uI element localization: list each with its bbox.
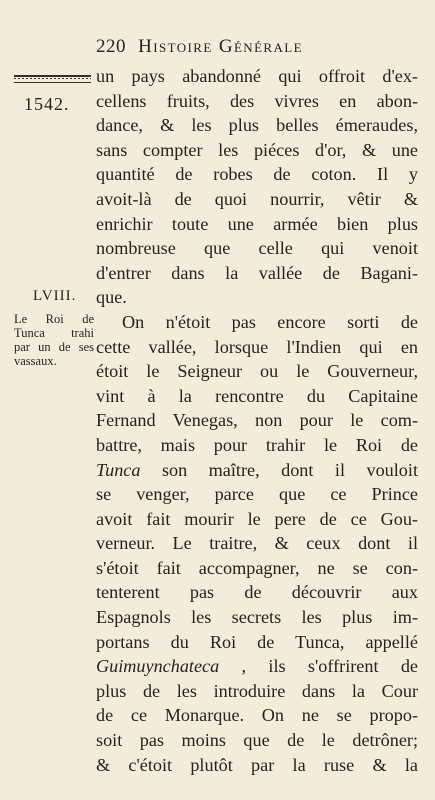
text-line-with-italic xyxy=(96,458,418,483)
text-line-rest: son maître, dont il vouloit xyxy=(161,459,418,480)
text-line: cellens fruits, des vivres en abon- xyxy=(96,90,418,111)
text-line: battre, mais pour trahir le Roi de xyxy=(96,434,418,455)
text-line: tenterent pas de découvrir aux xyxy=(96,582,418,603)
text-line: portans du Roi de Tunca, appellé xyxy=(96,631,418,652)
running-title: Histoire Générale xyxy=(138,36,303,57)
text-line: de ce Monarque. On ne se propo- xyxy=(96,705,418,726)
body-text xyxy=(96,64,418,777)
margin-note xyxy=(14,312,94,368)
text-line: verneur. Le traitre, & ceux dont il xyxy=(96,533,418,554)
italic-place-name: Tunca xyxy=(96,459,141,480)
text-line: Espagnols les secrets les plus im- xyxy=(96,607,418,628)
text-line-with-italic xyxy=(96,654,418,679)
text-line: cette vallée, lorsque l'Indien qui en xyxy=(96,336,418,357)
margin-year: 1542. xyxy=(24,94,70,114)
margin-note-line: Tunca trahi xyxy=(14,326,94,340)
text-line: plus de les introduire dans la Cour xyxy=(96,680,418,701)
text-line: que. xyxy=(96,287,127,308)
text-line: d'entrer dans la vallée de Bagani- xyxy=(96,262,418,283)
text-line: étoit le Seigneur ou le Gouverneur, xyxy=(96,361,418,382)
text-line: sans compter les piéces d'or, & une xyxy=(96,139,418,160)
text-line: vint à la rencontre du Capitaine xyxy=(96,385,418,406)
text-line: enrichir toute une armée bien plus xyxy=(96,213,418,234)
section-number: LVIII. xyxy=(33,288,77,304)
text-line: & c'étoit plutôt par la ruse & la xyxy=(96,754,418,775)
text-line-rest: , ils s'offrirent de xyxy=(241,656,418,677)
running-head xyxy=(96,36,416,58)
margin-note-line: vassaux. xyxy=(14,354,57,368)
margin-note-line: par un de ses xyxy=(14,340,94,354)
text-line: dance, & les plus belles émeraudes, xyxy=(96,115,418,136)
text-line: se venger, parce que ce Prince xyxy=(96,484,418,505)
text-line: quantité de robes de coton. Il y xyxy=(96,164,418,185)
page-number: 220 xyxy=(96,36,126,57)
text-line: s'étoit fait accompagner, ne se con- xyxy=(96,557,418,578)
text-line: un pays abandonné qui offroit d'ex- xyxy=(96,66,418,86)
text-line: avoit-là de quoi nourrir, vêtir & xyxy=(96,188,418,209)
margin-note-line: Le Roi de xyxy=(14,312,94,326)
italic-person-name: Guimuynchateca xyxy=(96,656,220,677)
text-line: nombreuse que celle qui venoit xyxy=(96,238,418,259)
text-line: Fernand Venegas, non pour le com- xyxy=(96,410,418,431)
text-line: avoit fait mourir le pere de ce Gou- xyxy=(96,508,418,529)
paragraph-start-line: On n'étoit pas encore sorti de xyxy=(122,311,418,332)
ornamental-rule xyxy=(14,75,91,83)
text-line: soit pas moins que de le detrôner; xyxy=(96,730,418,751)
